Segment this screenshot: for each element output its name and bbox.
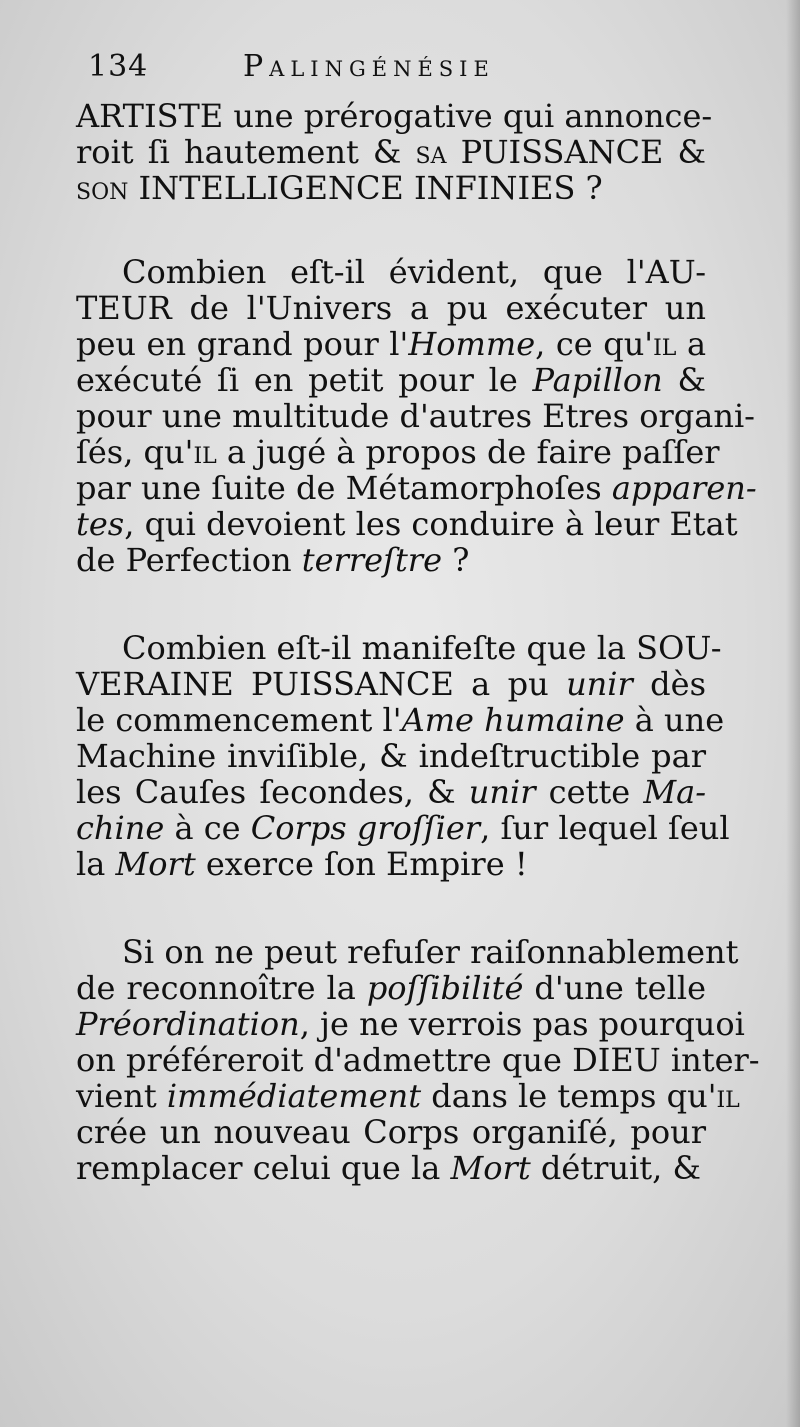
text-run: d'une telle — [523, 969, 707, 1007]
italic-text: Ame humaine — [401, 701, 625, 739]
italic-text: chine — [76, 809, 165, 847]
text-run: de reconnoître la — [76, 969, 367, 1007]
small-caps-text: son — [76, 169, 129, 207]
page-number: 134 — [88, 49, 149, 84]
text-line — [76, 326, 706, 362]
italic-text: terreſtre — [301, 541, 443, 579]
text-line — [76, 433, 720, 471]
text-line — [76, 1005, 745, 1043]
small-caps-text: sa — [415, 133, 447, 171]
paragraph — [76, 97, 713, 207]
text-run: le commencement l' — [76, 701, 402, 739]
text-line — [76, 629, 722, 667]
text-line — [76, 701, 725, 739]
text-run: par une ſuite de Métamorphoſes — [76, 469, 612, 507]
text-run: exerce ſon Empire ! — [195, 845, 528, 883]
text-run: Si on ne peut refuſer raiſonnablement — [122, 933, 739, 971]
body-text — [76, 97, 760, 1187]
text-run: ſés, qu' — [76, 433, 194, 471]
text-run: pour une multitude d'autres Etres organi- — [76, 397, 755, 435]
italic-text: unir — [566, 665, 633, 703]
text-run: on préféreroit d'admettre que DIEU inter- — [76, 1041, 760, 1079]
text-run: VERAINE PUISSANCE a pu — [76, 665, 567, 703]
text-run: la — [76, 845, 116, 883]
text-run: les Cauſes ſecondes, & — [76, 773, 469, 811]
text-line — [76, 1041, 760, 1079]
paragraph — [76, 933, 760, 1187]
small-caps-text: il — [193, 433, 217, 471]
italic-text: poſſibilité — [366, 969, 524, 1007]
text-line — [76, 469, 757, 507]
text-run: Machine inviſible, & indeſtructible par — [76, 737, 706, 775]
text-run: , ce qu' — [535, 325, 654, 363]
text-line — [76, 1114, 706, 1150]
text-line — [76, 397, 755, 435]
text-line — [76, 254, 706, 290]
text-run: dans le temps qu' — [421, 1077, 717, 1115]
text-run: dès — [632, 665, 707, 703]
text-run: peu en grand pour l' — [76, 325, 409, 363]
small-caps-text: il — [653, 325, 677, 363]
italic-text: Homme — [408, 325, 536, 363]
italic-text: immédiatement — [166, 1077, 422, 1115]
text-run: vient — [76, 1077, 167, 1115]
text-line — [76, 738, 706, 774]
text-run: ? — [442, 541, 470, 579]
running-title: Palingénésie — [243, 49, 495, 84]
text-run: a jugé à propos de faire paſſer — [216, 433, 720, 471]
text-line — [76, 1150, 706, 1186]
italic-text: apparen- — [611, 469, 757, 507]
text-run: , je ne verrois pas pourquoi — [299, 1005, 745, 1043]
text-line — [76, 846, 706, 882]
text-run: crée un nouveau Corps organiſé, pour — [76, 1113, 706, 1151]
text-run: INTELLIGENCE INFINIES ? — [128, 169, 603, 207]
text-run: , ſur lequel ſeul — [480, 809, 730, 847]
text-line — [76, 666, 706, 702]
small-caps-text: il — [716, 1077, 740, 1115]
paragraph — [76, 253, 757, 579]
text-run: roit ſi hautement & — [76, 133, 416, 171]
text-line — [76, 505, 738, 543]
italic-text: Ma- — [643, 773, 706, 811]
text-line — [76, 933, 739, 971]
text-run: Combien eſt-il évident, que l'AU- — [122, 253, 706, 291]
text-line — [76, 170, 706, 206]
running-head — [88, 42, 708, 92]
italic-text: Préordination — [76, 1005, 300, 1043]
text-line — [76, 97, 713, 135]
text-line — [76, 1077, 740, 1115]
text-run: & — [662, 361, 707, 399]
text-line — [76, 542, 706, 578]
text-run: détruit, & — [530, 1149, 701, 1187]
text-line — [76, 134, 706, 170]
text-run: Combien eſt-il manifeſte que la SOU- — [122, 629, 722, 667]
italic-text: Mort — [115, 845, 196, 883]
text-line — [76, 290, 706, 326]
text-line — [76, 809, 730, 847]
text-run: exécuté ſi en petit pour le — [76, 361, 533, 399]
text-run: a — [676, 325, 707, 363]
italic-text: unir — [468, 773, 536, 811]
text-run: , qui devoient les conduire à leur Etat — [124, 505, 738, 543]
text-line — [76, 362, 706, 398]
italic-text: Papillon — [532, 361, 663, 399]
text-run: TEUR de l'Univers a pu exécuter un — [76, 289, 706, 327]
text-run: à une — [624, 701, 725, 739]
paragraph — [76, 629, 730, 883]
text-line — [76, 970, 706, 1006]
text-run: de Perfection — [76, 541, 302, 579]
text-run: cette — [535, 773, 644, 811]
text-run: à ce — [164, 809, 251, 847]
text-run: PUISSANCE & — [446, 133, 707, 171]
text-run: remplacer celui que la — [76, 1149, 451, 1187]
text-line — [76, 774, 706, 810]
italic-text: Mort — [450, 1149, 531, 1187]
italic-text: Corps groſſier — [250, 809, 481, 847]
italic-text: tes — [76, 505, 125, 543]
text-run: ARTISTE une prérogative qui annonce- — [76, 97, 713, 135]
